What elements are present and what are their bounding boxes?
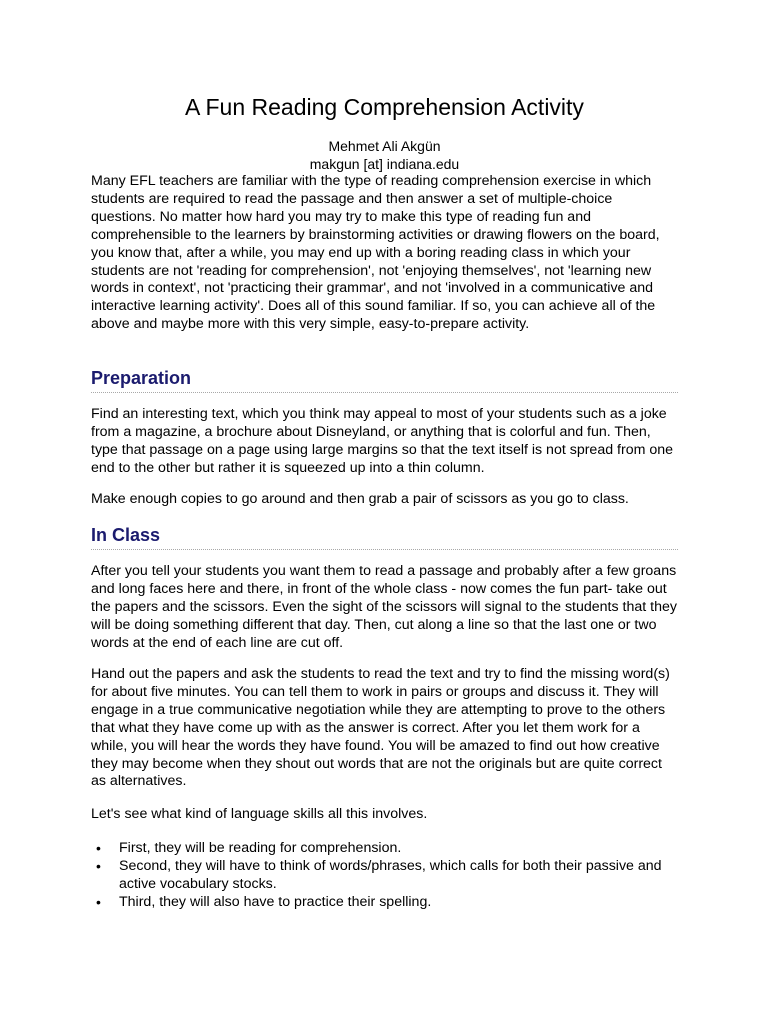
section-heading-preparation: Preparation	[91, 367, 678, 393]
section-heading-in-class: In Class	[91, 524, 678, 550]
preparation-paragraph-1: Find an interesting text, which you think may appeal to most of your students such as a joke from a magazine, a brochure about Disneyland, or anything that is colorful and fun. Then, type that passage on a page using large margins so that the text itself is not spread from one end to the other but rather it is squeezed up into a thin column.	[91, 406, 674, 476]
bullet-icon: •	[96, 857, 101, 874]
list-item	[91, 858, 678, 894]
in-class-paragraph-1: After you tell your students you want them to read a passage and probably after a few groans and long faces here and there, in front of the whole class - now comes the fun part- take out the papers and the scissors. Even the sight of the scissors will signal to the students that they will be doing something different that day. Then, cut along a line so that the last one or two words at the end of each line are cut off.	[91, 563, 677, 651]
bullet-icon: •	[96, 840, 101, 856]
author-name: Mehmet Ali Akgün	[328, 138, 441, 154]
in-class-paragraph-3: Let's see what kind of language skills all this involves.	[91, 806, 428, 822]
intro-paragraph: Many EFL teachers are familiar with the type of reading comprehension exercise in which students are required to read the passage and then answer a set of multiple-choice questions. No matter how hard you may try to make this type of reading fun and comprehensible to the learners by brainstorming activities or drawing flowers on the board, you know that, after a while, you may end up with a boring reading class in which your students are not 'reading for comprehension', not 'enjoying themselves', not 'learning new words in context', not 'practicing their grammar', and not 'involved in a communicative and interactive learning activity'. Does all of this sound familiar. If so, you can achieve all of the above and maybe more with this very simple, easy-to-prepare activity.	[91, 173, 660, 333]
list-item	[91, 894, 678, 912]
skills-list	[91, 840, 678, 912]
list-item-text: Second, they will have to think of words/phrases, which calls for both their passive and active vocabulary stocks.	[119, 857, 662, 892]
document-title: A Fun Reading Comprehension Activity	[185, 94, 584, 120]
preparation-paragraph-2: Make enough copies to go around and then grab a pair of scissors as you go to class.	[91, 491, 629, 507]
list-item	[91, 840, 678, 858]
list-item-text: Third, they will also have to practice their spelling.	[119, 893, 432, 910]
author-email: makgun [at] indiana.edu	[309, 156, 460, 172]
bullet-icon: •	[96, 893, 101, 910]
in-class-paragraph-2: Hand out the papers and ask the students to read the text and try to find the missing word(s) for about five minutes. You can tell them to work in pairs or groups and discuss it. They will engage in a true communicative negotiation while they are attempting to prove to the others that what they have come up with as the answer is correct. After you let them work for a while, you will hear the words they have found. You will be amazed to find out how creative they may become when they shout out words that are not the originals but are quite correct as alternatives.	[91, 666, 670, 790]
list-item-text: First, they will be reading for comprehension.	[119, 840, 402, 856]
